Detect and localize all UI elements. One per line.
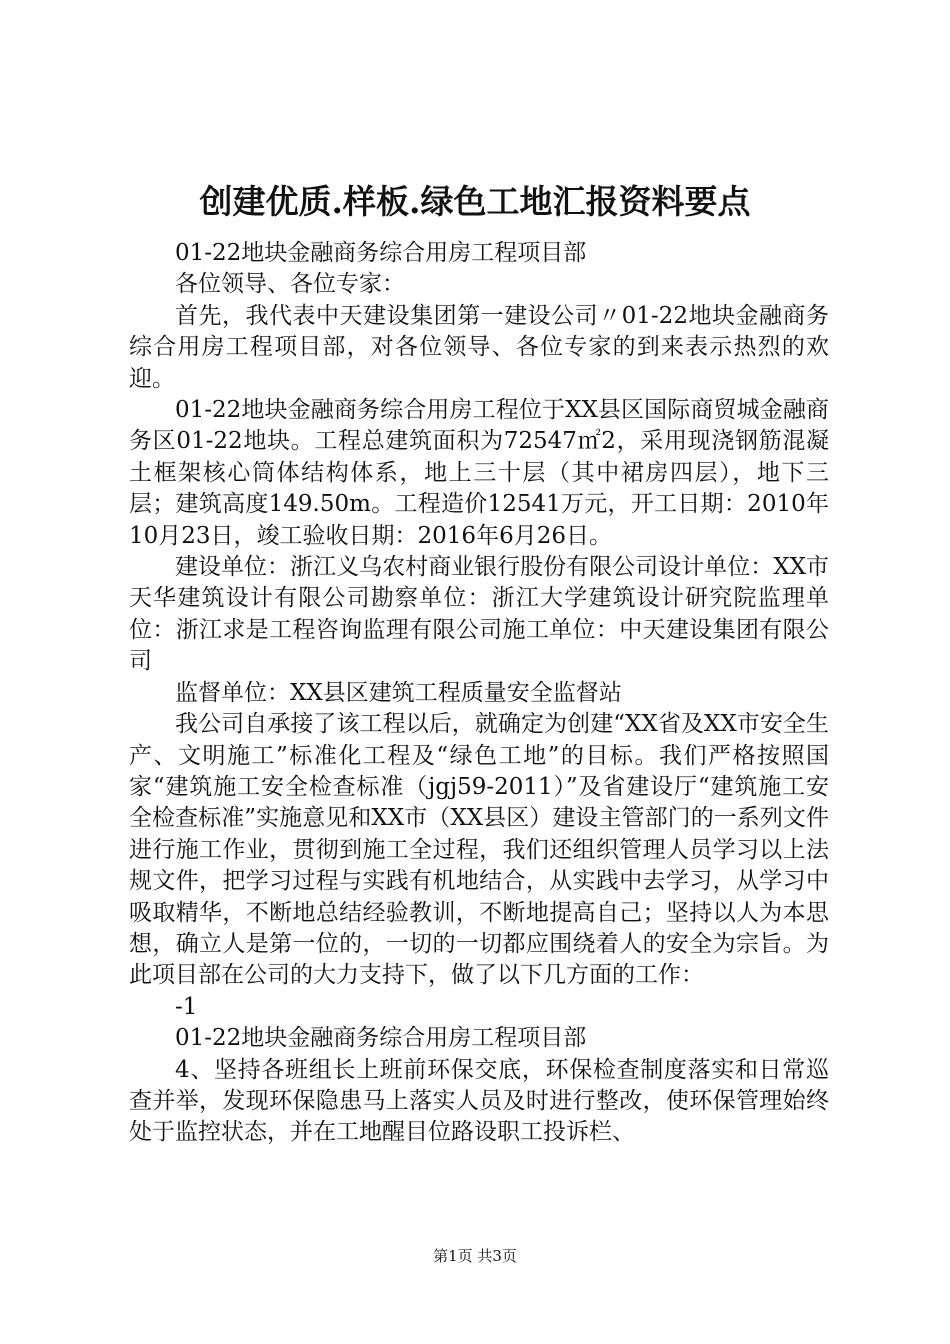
company-commitment-paragraph: 我公司自承接了该工程以后，就确定为创建“XX省及XX市安全生产、文明施工”标准化工程及“绿色工地”的目标。我们严格按照国家“建筑施工安全检查标准（jgj59-2011）”及省建设厅“建筑施工安全检查标准”实施意见和XX市（XX县区）建设主管部门的一系列文件进行施工作业，贯彻到施工全过程，我们还组织管理人员学习以上法规文件，把学习过程与实践有机地结合，从实践中去学习，从学习中吸取精华，不断地总结经验教训，不断地提高自己；坚持以人为本思想，确立人是第一位的，一切的一切都应围绕着人的安全为宗旨。为此项目部在公司的大力支持下，做了以下几方面的工作： [129, 711, 829, 989]
supervision-unit-paragraph: 监督单位：XX县区建筑工程质量安全监督站 [175, 679, 622, 706]
document-body [129, 238, 829, 1149]
participating-units-paragraph: 建设单位：浙江义乌农村商业银行股份有限公司设计单位：XX市天华建筑设计有限公司勘察单位：浙江大学建筑设计研究院监理单位：浙江求是工程咨询监理有限公司施工单位：中天建设集团有限公司 [129, 554, 829, 675]
document-title: 创建优质.样板.绿色工地汇报资料要点 [199, 182, 751, 221]
project-overview-paragraph: 01-22地块金融商务综合用房工程位于XX县区国际商贸城金融商务区01-22地块。工程总建筑面积为72547㎡2，采用现浇钢筋混凝土框架核心筒体结构体系，地上三十层（其中裙房四层），地下三层；建筑高度149.50m。工程造价12541万元，开工日期：2010年10月23日，竣工验收日期：2016年6月26日。 [129, 397, 829, 549]
project-department-repeat: 01-22地块金融商务综合用房工程项目部 [175, 1025, 587, 1052]
welcome-paragraph: 首先，我代表中天建设集团第一建设公司〃01-22地块金融商务综合用房工程项目部，对各位领导、各位专家的到来表示热烈的欢迎。 [129, 302, 829, 392]
salutation: 各位领导、各位专家： [175, 271, 405, 298]
project-department-header: 01-22地块金融商务综合用房工程项目部 [175, 240, 587, 266]
environmental-measures-paragraph: 4、坚持各班组长上班前环保交底，环保检查制度落实和日常巡查并举，发现环保隐患马上落实人员及时进行整改，使环保管理始终处于监控状态，并在工地醒目位路设职工投诉栏、 [129, 1056, 829, 1146]
page-footer: 第1页 共3页 [433, 1247, 517, 1265]
section-marker: -1 [175, 993, 198, 1020]
